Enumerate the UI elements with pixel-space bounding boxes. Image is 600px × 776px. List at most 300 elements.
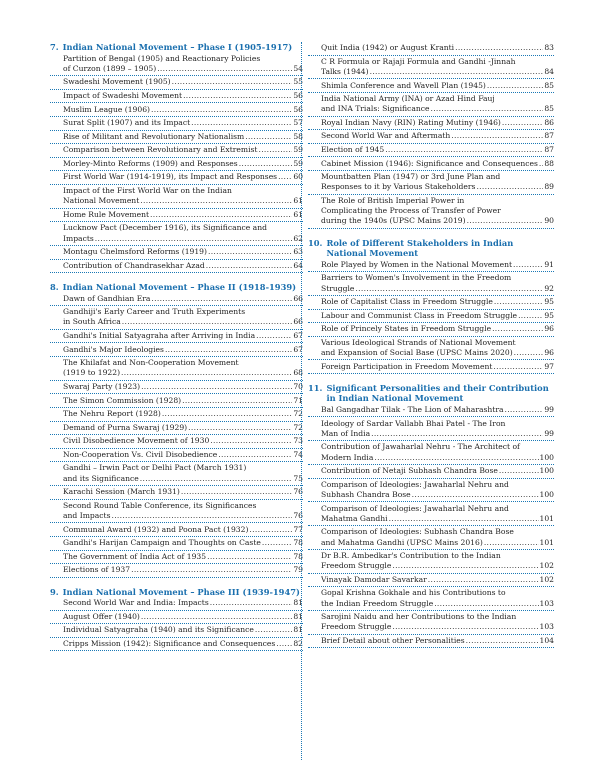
- toc-entry[interactable]: [50, 342, 303, 356]
- page-number: 101: [539, 513, 554, 523]
- page-number: 85: [544, 104, 554, 114]
- page-number: 67: [293, 344, 303, 354]
- toc-entry-text: Royal Indian Navy (RIN) Rating Mutiny (1946): [321, 117, 501, 127]
- toc-entry[interactable]: [50, 563, 303, 577]
- page-number: 54: [293, 63, 303, 73]
- toc-entry-text: Gandhi – Irwin Pact or Delhi Pact (March 1931): [63, 463, 247, 473]
- page-number: 73: [293, 436, 303, 446]
- dot-leader: [255, 625, 292, 635]
- dot-leader: [165, 345, 292, 355]
- toc-entry-text: Montagu Chelmsford Reforms (1919): [63, 247, 207, 257]
- page-number: 78: [293, 551, 303, 561]
- toc-entry-text: Gandhi's Harijan Campaign and Thoughts on Caste: [63, 538, 261, 548]
- page-number: 95: [544, 297, 554, 307]
- dot-leader: [162, 409, 293, 419]
- dot-leader: [208, 247, 292, 257]
- dot-leader: [191, 118, 292, 128]
- dot-leader: [430, 104, 543, 114]
- dot-leader: [239, 159, 293, 169]
- dot-leader: [183, 91, 292, 101]
- toc-entry-text: Non-Cooperation Vs. Civil Disobedience: [63, 449, 218, 459]
- dot-leader: [256, 331, 292, 341]
- dot-leader: [276, 639, 292, 649]
- page-number: 79: [293, 565, 303, 575]
- page-number: 101: [539, 537, 554, 547]
- page-number: 56: [293, 90, 303, 100]
- toc-entry[interactable]: [50, 305, 303, 329]
- section-heading[interactable]: [308, 383, 554, 404]
- dot-leader: [262, 538, 292, 548]
- toc-entry-text: Second Round Table Conference, its Significances: [63, 500, 257, 510]
- dot-leader: [371, 429, 543, 439]
- toc-entry-text: Responses to it by Various Stakeholders: [321, 182, 476, 192]
- toc-entry[interactable]: [308, 309, 554, 323]
- toc-entry-text: Lucknow Pact (December 1916), its Significance and: [63, 223, 267, 233]
- page-number: 72: [293, 409, 303, 419]
- toc-entry[interactable]: [50, 52, 303, 75]
- toc-entry[interactable]: [308, 336, 554, 360]
- page-number: 100: [539, 466, 554, 476]
- toc-section: [50, 273, 303, 578]
- toc-entry[interactable]: [308, 170, 554, 194]
- toc-entry-text: and Mahatma Gandhi (UPSC Mains 2016): [321, 537, 483, 547]
- toc-entry-text: Role of Capitalist Class in Freedom Struggle: [321, 297, 493, 307]
- page-number: 85: [544, 80, 554, 90]
- section-title: Indian National Movement – Phase I (1905-1917): [62, 42, 293, 52]
- toc-entry[interactable]: [50, 89, 303, 103]
- dot-leader: [141, 612, 292, 622]
- toc-entry-text: Sarojini Naidu and her Contributions to the Indian: [321, 612, 517, 622]
- toc-entry[interactable]: [50, 421, 303, 435]
- toc-entry[interactable]: [308, 92, 554, 116]
- dot-leader: [392, 622, 538, 632]
- dot-leader: [188, 423, 292, 433]
- toc-entry[interactable]: [50, 610, 303, 624]
- toc-entry[interactable]: [308, 322, 554, 336]
- toc-entry-text: Contribution of Netaji Subhash Chandra Bose: [321, 466, 498, 476]
- toc-entry[interactable]: [308, 259, 554, 272]
- section-number: 10.: [308, 237, 323, 248]
- page-number: 63: [293, 247, 303, 257]
- toc-entry[interactable]: [50, 623, 303, 637]
- dot-leader: [278, 172, 292, 182]
- page-number: 68: [293, 368, 303, 378]
- toc-entry[interactable]: [50, 102, 303, 116]
- toc-entry-text: Morley-Minto Reforms (1909) and Responses: [63, 158, 238, 168]
- toc-entry[interactable]: [50, 597, 303, 610]
- toc-entry[interactable]: [50, 536, 303, 550]
- toc-entry[interactable]: [50, 208, 303, 222]
- page-number: 96: [544, 324, 554, 334]
- toc-entry-text: Subhash Chandra Bose: [321, 489, 411, 499]
- dot-leader: [504, 405, 543, 415]
- page-number: 59: [293, 145, 303, 155]
- toc-entry[interactable]: [50, 550, 303, 564]
- dot-leader: [140, 474, 293, 484]
- toc-entry-text: Gandhi's Initial Satyagraha after Arriving in India: [63, 331, 256, 341]
- toc-entry-text: Man of India: [321, 428, 371, 438]
- page-number: 55: [293, 77, 303, 87]
- dot-leader: [451, 131, 543, 141]
- toc-entry-text: Civil Disobedience Movement of 1930: [63, 436, 210, 446]
- toc-entry-text: Second World War and India: Impacts: [63, 598, 209, 608]
- dot-leader: [157, 64, 292, 74]
- page-number: 82: [293, 639, 303, 649]
- toc-entry[interactable]: [50, 293, 303, 306]
- dot-leader: [466, 636, 539, 646]
- page-number: 61: [293, 196, 303, 206]
- toc-entry-text: Comparison between Revolutionary and Extremist: [63, 145, 258, 155]
- page-number: 92: [544, 283, 554, 293]
- dot-leader: [494, 297, 543, 307]
- page-number: 81: [293, 598, 303, 608]
- dot-leader: [514, 348, 544, 358]
- page-number: 97: [544, 361, 554, 371]
- page-number: 61: [293, 209, 303, 219]
- dot-leader: [121, 368, 292, 378]
- toc-entry-text: and Impacts: [63, 511, 111, 521]
- dot-leader: [140, 196, 292, 206]
- page-number: 56: [293, 104, 303, 114]
- dot-leader: [207, 552, 292, 562]
- dot-leader: [370, 67, 544, 77]
- page-number: 91: [544, 259, 554, 269]
- toc-entry-text: Contribution of Chandrasekhar Azad: [63, 260, 205, 270]
- toc-entry[interactable]: [308, 78, 554, 92]
- page-number: 58: [293, 131, 303, 141]
- dot-leader: [210, 598, 293, 608]
- toc-entry-text: Comparison of Ideologies: Subhash Chandra Bose: [321, 527, 514, 537]
- toc-entry-text: The Simon Commission (1928): [63, 395, 182, 405]
- toc-entry[interactable]: [308, 440, 554, 464]
- toc-entry-text: Talks (1944): [321, 66, 369, 76]
- toc-entry[interactable]: [50, 356, 303, 380]
- toc-entry[interactable]: [50, 259, 303, 273]
- dot-leader: [392, 561, 538, 571]
- dot-leader: [455, 43, 543, 53]
- page-number: 83: [544, 43, 554, 53]
- toc-entry[interactable]: [50, 499, 303, 523]
- toc-entry-text: of Curzon (1899 – 1905): [63, 63, 157, 73]
- section-heading[interactable]: [50, 282, 303, 292]
- page-number: 89: [544, 182, 554, 192]
- page-number: 81: [293, 611, 303, 621]
- page-number: 66: [293, 293, 303, 303]
- dot-leader: [484, 538, 539, 548]
- toc-entry[interactable]: [50, 434, 303, 448]
- toc-entry-text: Foreign Participation in Freedom Movement: [321, 361, 493, 371]
- section-title: Role of Different Stakeholders in Indian National Movement: [326, 237, 514, 259]
- toc-entry-text: Muslim League (1906): [63, 104, 151, 114]
- dot-leader: [210, 436, 292, 446]
- toc-entry-text: Surat Split (1907) and its Impact: [63, 118, 191, 128]
- toc-entry[interactable]: [50, 461, 303, 485]
- page-number: 99: [544, 405, 554, 415]
- dot-leader: [131, 565, 292, 575]
- toc-entry[interactable]: [50, 170, 303, 184]
- toc-entry[interactable]: [308, 55, 554, 79]
- toc-entry-text: and INA Trials: Significance: [321, 104, 430, 114]
- toc-entry[interactable]: [50, 448, 303, 462]
- toc-entry[interactable]: [50, 75, 303, 89]
- section-entries: [50, 597, 303, 651]
- toc-entry-text: Ideology of Sardar Vallabh Bhai Patel - The Iron: [321, 418, 506, 428]
- toc-entry[interactable]: [308, 610, 554, 634]
- toc-entry-text: and its Significance: [63, 473, 139, 483]
- toc-entry-text: Mahatma Gandhi: [321, 513, 388, 523]
- toc-entry-text: Partition of Bengal (1905) and Reactionary Policies: [63, 53, 261, 63]
- dot-leader: [513, 260, 543, 270]
- section-number: 8.: [50, 282, 59, 293]
- page-number: 95: [544, 310, 554, 320]
- dot-leader: [434, 599, 538, 609]
- toc-entry[interactable]: [308, 271, 554, 295]
- page-number: 72: [293, 422, 303, 432]
- toc-entry-text: (1919 to 1922): [63, 368, 121, 378]
- page-number: 96: [544, 348, 554, 358]
- dot-leader: [95, 234, 293, 244]
- toc-entry-text: Karachi Session (March 1931): [63, 487, 180, 497]
- section-entries: [308, 404, 554, 649]
- page-number: 103: [539, 598, 554, 608]
- toc-entry-text: Elections of 1937: [63, 565, 131, 575]
- toc-entry[interactable]: [308, 359, 554, 373]
- section-heading[interactable]: [50, 587, 303, 597]
- section-entries: [50, 52, 303, 273]
- toc-entry-text: Comparison of Ideologies: Jawaharlal Nehru and: [321, 503, 509, 513]
- toc-entry[interactable]: [308, 501, 554, 525]
- toc-entry[interactable]: [308, 573, 554, 587]
- toc-entry[interactable]: [308, 42, 554, 55]
- toc-entry[interactable]: [50, 157, 303, 171]
- dot-leader: [385, 145, 543, 155]
- page-number: 102: [539, 574, 554, 584]
- dot-leader: [374, 453, 538, 463]
- page-number: 64: [293, 260, 303, 270]
- toc-entry[interactable]: [50, 637, 303, 651]
- toc-entry[interactable]: [308, 404, 554, 417]
- toc-entry[interactable]: [308, 634, 554, 648]
- dot-leader: [518, 311, 543, 321]
- toc-entry[interactable]: [50, 130, 303, 144]
- toc-entry-text: Impacts: [63, 233, 94, 243]
- toc-section: [308, 229, 554, 374]
- page-number: 100: [539, 489, 554, 499]
- dot-leader: [412, 490, 539, 500]
- toc-entry[interactable]: [50, 116, 303, 130]
- toc-entry[interactable]: [50, 221, 303, 245]
- dot-leader: [245, 132, 292, 142]
- toc-entry[interactable]: [50, 329, 303, 343]
- toc-entry[interactable]: [308, 129, 554, 143]
- toc-entry-text: Impact of the First World War on the Indian: [63, 186, 232, 195]
- page-number: 88: [544, 158, 554, 168]
- toc-entry[interactable]: [50, 393, 303, 407]
- dot-leader: [476, 182, 543, 192]
- page-number: 60: [293, 172, 303, 182]
- toc-entry-text: National Movement: [63, 196, 140, 206]
- page-number: 103: [539, 622, 554, 632]
- dot-leader: [539, 159, 543, 169]
- toc-entry-text: Quit India (1942) or August Kranti: [321, 43, 455, 53]
- section-title: Indian National Movement – Phase III (1939-1947): [62, 586, 300, 597]
- toc-entry-text: in South Africa: [63, 317, 121, 327]
- dot-leader: [249, 525, 292, 535]
- page-number: 74: [293, 449, 303, 459]
- page-number: 100: [539, 452, 554, 462]
- toc-entry[interactable]: [308, 416, 554, 440]
- toc-entry-text: Swadeshi Movement (1905): [63, 77, 171, 87]
- toc-entry-text: Dr B.R. Ambedkar's Contribution to the Indian: [321, 551, 501, 561]
- dot-leader: [493, 362, 543, 372]
- page-number: 67: [293, 331, 303, 341]
- dot-leader: [151, 105, 292, 115]
- toc-entry-text: Bal Gangadhar Tilak - The Lion of Maharashtra: [321, 405, 504, 415]
- page-number: 104: [539, 636, 554, 646]
- dot-leader: [502, 118, 543, 128]
- toc-entry-text: Labour and Communist Class in Freedom Struggle: [321, 310, 518, 320]
- toc-entry-text: Role of Princely States in Freedom Struggle: [321, 324, 492, 334]
- toc-entry-text: C R Formula or Rajaji Formula and Gandhi -Jinnah: [321, 56, 516, 66]
- toc-section: [308, 374, 554, 648]
- page-number: 66: [293, 317, 303, 327]
- dot-leader: [141, 382, 292, 392]
- dot-leader: [355, 284, 543, 294]
- toc-entry[interactable]: [50, 184, 303, 208]
- toc-entry-text: the Indian Freedom Struggle: [321, 598, 434, 608]
- toc-entry-text: The Khilafat and Non-Cooperation Movement: [63, 358, 239, 368]
- toc-entry-text: Vinayak Damodar Savarkar: [321, 574, 427, 584]
- toc-entry-text: The Nehru Report (1928): [63, 409, 161, 419]
- toc-entry-text: Modern India: [321, 452, 374, 462]
- dot-leader: [181, 487, 292, 497]
- section-number: 7.: [50, 42, 59, 52]
- toc-entry-text: Contribution of Jawaharlal Nehru - The Architect of: [321, 442, 520, 452]
- toc-entry-text: Impact of Swadeshi Movement: [63, 90, 183, 100]
- toc-entry[interactable]: [50, 407, 303, 421]
- page-number: 87: [544, 145, 554, 155]
- dot-leader: [111, 511, 292, 521]
- toc-entry-text: Cabinet Mission (1946): Significance and Consequences: [321, 158, 538, 168]
- toc-entry-text: Home Rule Movement: [63, 209, 150, 219]
- toc-entry[interactable]: [50, 245, 303, 259]
- toc-entry-text: Mountbatten Plan (1947) or 3rd June Plan and: [321, 172, 501, 182]
- toc-entry-text: Freedom Struggle: [321, 561, 392, 571]
- toc-entry-text: Gopal Krishna Gokhale and his Contributions to: [321, 588, 506, 598]
- dot-leader: [499, 466, 539, 476]
- dot-leader: [467, 216, 544, 226]
- page-number: 84: [544, 66, 554, 76]
- toc-entry-text: The Government of India Act of 1935: [63, 551, 207, 561]
- toc-entry-text: Gandhiji's Early Career and Truth Experiments: [63, 307, 246, 317]
- toc-entry[interactable]: [50, 522, 303, 536]
- toc-entry-text: Dawn of Gandhian Era: [63, 293, 151, 303]
- toc-entry-text: Swaraj Party (1923): [63, 382, 141, 391]
- page-number: 86: [544, 117, 554, 127]
- page-number: 70: [293, 382, 303, 391]
- toc-entry-text: Shimla Conference and Wavell Plan (1945): [321, 80, 486, 90]
- toc-entry[interactable]: [50, 380, 303, 394]
- dot-leader: [487, 81, 543, 91]
- page-number: 75: [293, 473, 303, 483]
- dot-leader: [182, 396, 292, 406]
- toc-entry-text: India National Army (INA) or Azad Hind Fauj: [321, 94, 495, 104]
- section-number: 11.: [308, 383, 323, 394]
- toc-entry-text: First World War (1914-1919), its Impact and Responses: [63, 172, 278, 182]
- page-number: 81: [293, 625, 303, 635]
- toc-section: [50, 578, 303, 652]
- toc-entry-text: Cripps Mission (1942): Significance and Consequences: [63, 639, 276, 649]
- toc-entry-text: Freedom Struggle: [321, 622, 392, 632]
- toc-entry[interactable]: [308, 478, 554, 502]
- toc-entry[interactable]: [308, 549, 554, 573]
- dot-leader: [122, 317, 293, 327]
- toc-entry-text: Complicating the Process of Transfer of Power: [321, 206, 501, 216]
- toc-entry[interactable]: [308, 194, 554, 228]
- toc-entry[interactable]: [308, 525, 554, 549]
- toc-entry[interactable]: [308, 143, 554, 157]
- dot-leader: [206, 261, 293, 271]
- toc-left-column: [50, 42, 303, 651]
- page-number: 76: [293, 511, 303, 521]
- toc-entry[interactable]: [308, 295, 554, 309]
- dot-leader: [492, 324, 543, 334]
- dot-leader: [258, 145, 292, 155]
- toc-entry-text: during the 1940s (UPSC Mains 2019): [321, 216, 466, 226]
- toc-entry-text: Gandhi's Major Ideologies: [63, 344, 164, 354]
- toc-entry-text: and Expansion of Social Base (UPSC Mains 2020): [321, 348, 513, 358]
- dot-leader: [150, 210, 292, 220]
- toc-entry[interactable]: [308, 156, 554, 170]
- section-title: Significant Personalities and their Contribution in Indian National Movement: [326, 383, 549, 404]
- page-number: 99: [544, 428, 554, 438]
- page-number: 90: [544, 216, 554, 226]
- toc-entry[interactable]: [308, 116, 554, 130]
- toc-entry-text: Demand of Purna Swaraj (1929): [63, 422, 188, 432]
- toc-entry-text: Barriers to Women's Involvement in the Freedom: [321, 273, 512, 283]
- toc-right-column: [308, 42, 554, 648]
- toc-entry-text: Various Ideological Strands of National Movement: [321, 337, 516, 347]
- page-number: 71: [293, 395, 303, 405]
- column-divider: [301, 42, 302, 760]
- dot-leader: [172, 77, 293, 87]
- section-heading[interactable]: [308, 238, 554, 259]
- page-number: 77: [293, 524, 303, 534]
- toc-entry-text: August Offer (1940): [63, 611, 140, 621]
- toc-entry-text: Comparison of Ideologies: Jawaharlal Nehru and: [321, 479, 509, 489]
- toc-entry-text: Brief Detail about other Personalities: [321, 636, 465, 646]
- toc-entry[interactable]: [308, 464, 554, 478]
- section-title: Indian National Movement – Phase II (1918-1939): [62, 282, 297, 293]
- toc-entry[interactable]: [50, 485, 303, 499]
- page-number: 59: [293, 158, 303, 168]
- section-heading[interactable]: [50, 42, 303, 52]
- toc-entry-text: Second World War and Aftermath: [321, 131, 451, 141]
- page-number: 102: [539, 561, 554, 571]
- toc-entry-text: Rise of Militant and Revolutionary Nationalism: [63, 131, 245, 141]
- page-number: 76: [293, 487, 303, 497]
- toc-entry[interactable]: [50, 143, 303, 157]
- dot-leader: [389, 514, 539, 524]
- page-number: 57: [293, 118, 303, 128]
- toc-entry-text: Election of 1945: [321, 145, 385, 155]
- dot-leader: [218, 450, 292, 460]
- page-number: 87: [544, 131, 554, 141]
- page-number: 62: [293, 233, 303, 243]
- toc-entry-text: The Role of British Imperial Power in: [321, 196, 465, 205]
- continued-entries: [308, 42, 554, 229]
- toc-entry[interactable]: [308, 586, 554, 610]
